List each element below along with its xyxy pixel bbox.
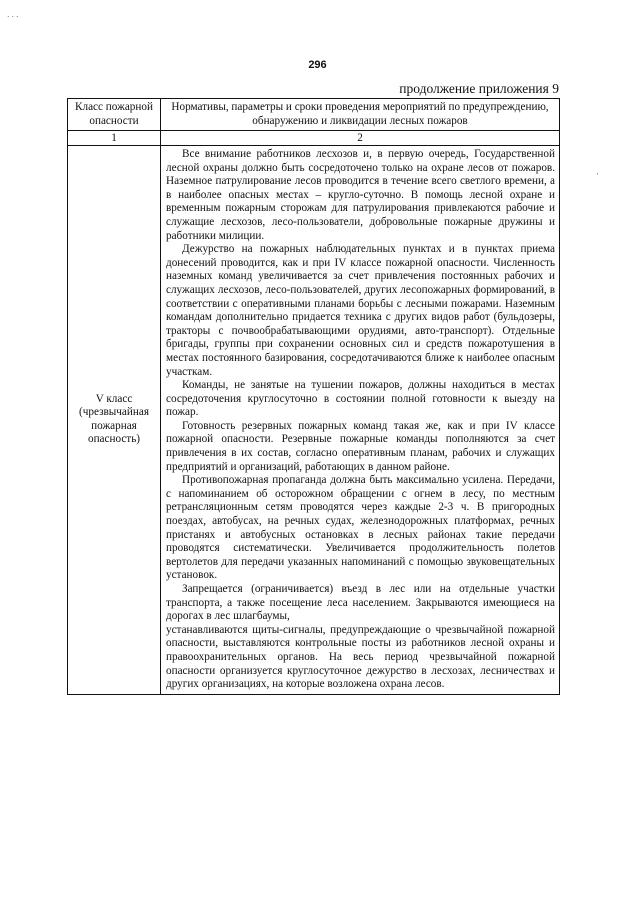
fire-class-cell: V класс (чрезвычайная пожарная опасность) [68,146,161,695]
column-number-1: 1 [68,131,161,146]
page-number: 296 [308,59,327,71]
column-number-row [68,131,560,146]
measures-paragraph: Все внимание работников лесхозов и, в первую очередь, Государственной лесной охраны должно быть сосредоточено только на охране лесов от пожаров. Наземное патрулирование лесов проводится в течение всего светлого времени, а в наиболее опасных местах – кругло-суточно. В помощь лесной охране и временным пожарным сторожам для патрулирования привлекаются рабочие и служащие лесхозов, лесо-пользователи, добровольные пожарные дружины и работники милиции. [166,148,555,242]
table-header-row [68,99,560,131]
measures-cell [161,146,560,695]
column-header-norms: Нормативы, параметры и сроки проведения мероприятий по предупреждению, обнаружению и ликвидации лесных пожаров [161,99,560,131]
fire-danger-table [67,98,560,695]
measures-paragraph: Команды, не занятые на тушении пожаров, должны находиться в местах сосредоточения круглосуточно в состоянии полной готовности к выезду на пожар. [166,379,555,419]
measures-paragraph: Готовность резервных пожарных команд такая же, как и при IV классе пожарной опасности. Резервные пожарные команды пополняются за счет привлечения в их состав, согласно оперативным планам, рабочих и служащих предприятий и организаций, работающих в данном районе. [166,419,555,473]
scan-mark: ˙˙˙ [6,16,20,26]
measures-paragraph: устанавливаются щиты-сигналы, предупреждающие о чрезвычайной пожарной опасности, выставляются контрольные посты из работников лесной охраны и правоохранительных органов. На весь период чрезвычайной пожарной опасности организуется круглосуточное дежурство в лесхозах, лесничествах и других организациях, на которые возложена охрана лесов. [166,623,555,691]
column-header-class: Класс пожарной опасности [68,99,161,131]
table-row [68,146,560,695]
scan-mark: · [596,170,599,180]
measures-paragraph: Запрещается (ограничивается) въезд в лес или на отдельные участки транспорта, а также посещение леса населением. Закрываются имеющиеся на дорогах в лес шлагбаумы, [166,583,555,623]
column-number-2: 2 [161,131,560,146]
appendix-continuation-label: продолжение приложения 9 [399,81,559,96]
measures-paragraph: Противопожарная пропаганда должна быть максимально усилена. Передачи, с напоминанием об осторожном обращении с огнем в лесу, по местным ретрансляционным сетям проводятся через каждые 2-3 ч. В пригородных поездах, автобусах, на речных судах, железнодорожных платформах, речных пристанях и автобусных остановках в лесных районах такие передачи проводятся систематически. Увеличивается продолжительность полетов вертолетов для передачи указанных напоминаний с помощью звуковещательных установок. [166,474,555,582]
measures-paragraph: Дежурство на пожарных наблюдательных пунктах и в пунктах приема донесений проводится, как и при IV классе пожарной опасности. Численность наземных команд увеличивается за счет привлечения постоянных рабочих и служащих лесхозов, лесо-пользователей, других лесопожарных формирований, в соответствии с оперативными планами борьбы с лесными пожарами. Наземным командам дополнительно придается техника с других видов работ (бульдозеры, тракторы с почвообрабатывающими орудиями, авто-транспорт). Отдельные бригады, группы при сохранении основных сил и средств пожаротушения в местах постоянного базирования, сосредотачиваются ближе к наиболее опасным участкам. [166,243,555,378]
